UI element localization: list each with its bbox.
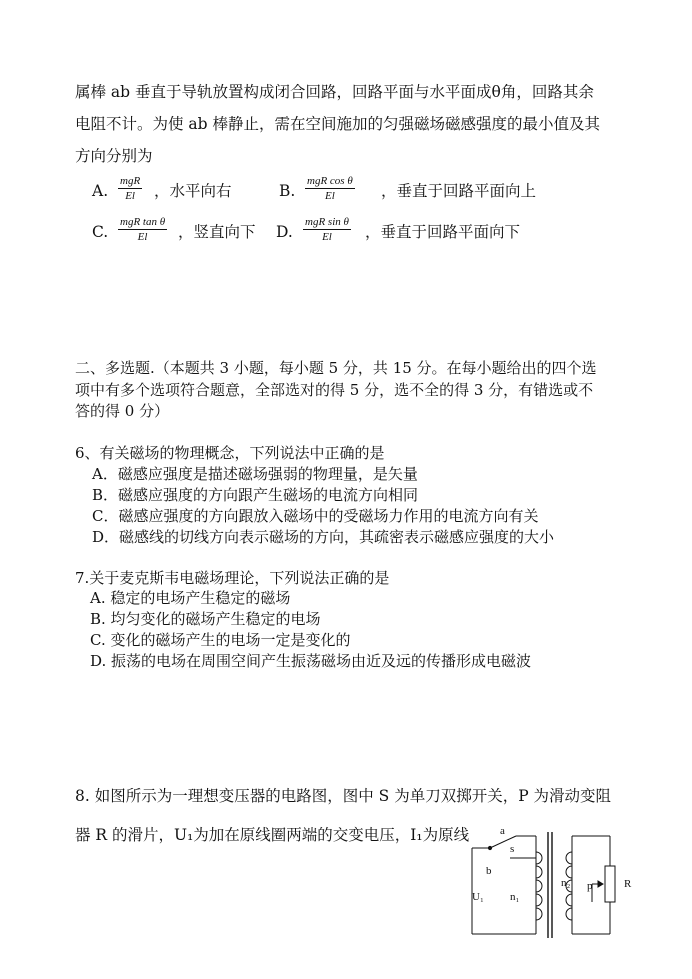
section-2-heading-line-3: 答的得 0 分） xyxy=(75,402,170,420)
switch-pivot xyxy=(488,846,491,849)
q7-option-b: B. 均匀变化的磁场产生稳定的电场 xyxy=(90,610,321,628)
label-a: a xyxy=(500,825,505,837)
q5-option-b-letter: B. xyxy=(279,182,296,200)
q5-option-a-letter: A. xyxy=(92,182,109,200)
fraction-numerator: mgR sin θ xyxy=(305,216,349,228)
label-n2: n₂ xyxy=(561,877,571,889)
q5-line-3: 方向分别为 xyxy=(75,147,153,165)
q5-option-d-letter: D. xyxy=(276,223,293,241)
q5-option-a-fraction xyxy=(118,175,142,202)
fraction-denominator: El xyxy=(137,231,148,243)
q5-option-d-fraction xyxy=(303,216,351,243)
slider-p-arrowhead xyxy=(598,881,603,887)
q8-line-1: 8. 如图所示为一理想变压器的电路图，图中 S 为单刀双掷开关，P 为滑动变阻 xyxy=(75,787,612,805)
fraction-denominator: El xyxy=(324,190,335,202)
q5-option-b-fraction xyxy=(305,175,355,202)
fraction-denominator: El xyxy=(125,190,135,202)
label-b: b xyxy=(486,865,492,877)
label-u1: U₁ xyxy=(472,891,484,903)
q5-option-c-letter: C. xyxy=(92,223,109,241)
q6-option-d: D．磁感线的切线方向表示磁场的方向，其疏密表示磁感应强度的大小 xyxy=(92,528,555,546)
resistor-r xyxy=(605,866,615,902)
label-s: s xyxy=(510,843,515,855)
q6-option-a: A．磁感应强度是描述磁场强弱的物理量，是矢量 xyxy=(92,465,418,483)
q7-stem: 7.关于麦克斯韦电磁场理论，下列说法正确的是 xyxy=(75,569,390,587)
fraction-numerator: mgR xyxy=(120,175,141,187)
q7-option-a: A. 稳定的电场产生稳定的磁场 xyxy=(90,589,291,607)
q8-line-2: 器 R 的滑片，U₁为加在原线圈两端的交变电压，I₁为原线 xyxy=(75,826,470,844)
fraction-numerator: mgR tan θ xyxy=(120,216,166,228)
label-r: R xyxy=(624,878,632,890)
q5-option-c-text: ，竖直向下 xyxy=(178,223,256,241)
q5-line-2: 电阻不计。为使 ab 棒静止，需在空间施加的匀强磁场磁感强度的最小值及其 xyxy=(75,115,601,133)
transformer-circuit-diagram xyxy=(460,822,645,944)
q5-line-1: 属棒 ab 垂直于导轨放置构成闭合回路，回路平面与水平面成θ角，回路其余 xyxy=(75,83,594,101)
q5-option-c-fraction xyxy=(118,216,167,243)
primary-coil-turns xyxy=(536,852,542,920)
q5-option-b-text: ，垂直于回路平面向上 xyxy=(381,182,537,200)
q7-option-c: C. 变化的磁场产生的电场一定是变化的 xyxy=(90,631,351,649)
q6-option-b: B．磁感应强度的方向跟产生磁场的电流方向相同 xyxy=(92,486,419,504)
label-p: p xyxy=(587,880,593,892)
label-n1: n₁ xyxy=(510,891,520,903)
q7-option-d: D. 振荡的电场在周围空间产生振荡磁场由近及远的传播形成电磁波 xyxy=(90,652,532,670)
q6-stem: 6、有关磁场的物理概念，下列说法中正确的是 xyxy=(75,444,385,462)
section-2-heading-line-2: 项中有多个选项符合题意，全部选对的得 5 分，选不全的得 3 分，有错选或不 xyxy=(75,381,594,399)
q5-option-a-text: ，水平向右 xyxy=(154,182,232,200)
fraction-numerator: mgR cos θ xyxy=(307,175,353,187)
section-2-heading-line-1: 二、多选题.（本题共 3 小题，每小题 5 分，共 15 分。在每小题给出的四个选 xyxy=(75,359,597,377)
q6-option-c: C．磁感应强度的方向跟放入磁场中的受磁场力作用的电流方向有关 xyxy=(92,507,539,525)
q5-option-d-text: ，垂直于回路平面向下 xyxy=(365,223,521,241)
fraction-denominator: El xyxy=(322,231,332,243)
